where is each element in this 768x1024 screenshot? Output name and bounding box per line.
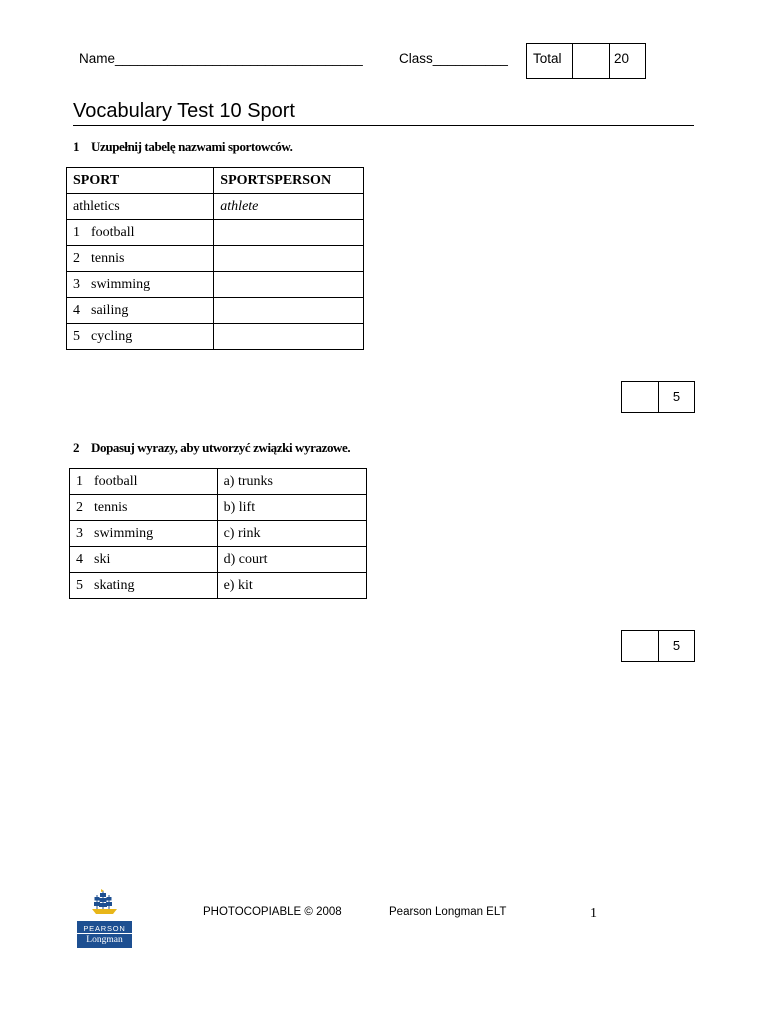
row-number: 4 (76, 551, 83, 567)
table-row (70, 573, 367, 599)
table-row (70, 547, 367, 573)
class-line: __________ (432, 51, 508, 66)
example-sportsperson: athlete (214, 194, 364, 220)
left-word: football (94, 473, 138, 489)
exercise-2-table (69, 468, 367, 599)
sport-name: football (91, 224, 135, 240)
logo-bottom-text: Longman (77, 933, 132, 948)
right-word: e) kit (217, 573, 366, 599)
table-row (67, 246, 364, 272)
left-word: tennis (94, 499, 128, 515)
answer-cell[interactable] (214, 324, 364, 350)
table-row (67, 324, 364, 350)
sport-name: cycling (91, 328, 133, 344)
row-number: 1 (76, 473, 83, 489)
sport-name: tennis (91, 250, 125, 266)
name-line: _________________________________ (115, 51, 363, 66)
row-number: 3 (73, 276, 80, 292)
row-number: 3 (76, 525, 83, 541)
row-number: 2 (73, 250, 80, 266)
left-word: swimming (94, 525, 154, 541)
ship-icon (77, 888, 132, 916)
logo-plate (77, 921, 132, 948)
exercise-1-text: Uzupełnij tabelę nazwami sportowców. (91, 139, 293, 154)
class-field (399, 51, 508, 66)
table-row (67, 272, 364, 298)
page-number: 1 (590, 906, 597, 921)
class-label: Class (399, 51, 433, 66)
table-header-row (67, 168, 364, 194)
title-rule (73, 125, 694, 126)
row-number: 5 (73, 328, 80, 344)
right-word: c) rink (217, 521, 366, 547)
exercise-1-instruction (73, 139, 293, 155)
row-number: 5 (76, 577, 83, 593)
right-word: a) trunks (217, 469, 366, 495)
answer-cell[interactable] (214, 220, 364, 246)
name-field (79, 51, 363, 66)
total-label: Total (527, 44, 573, 78)
exercise-1-table (66, 167, 364, 350)
exercise-2-score-box (621, 630, 695, 662)
header-sportsperson: SPORTSPERSON (214, 168, 364, 194)
photocopiable-notice: PHOTOCOPIABLE © 2008 (203, 906, 342, 918)
table-row (67, 220, 364, 246)
answer-cell[interactable] (214, 298, 364, 324)
example-sport: athletics (67, 194, 214, 220)
row-number: 1 (73, 224, 80, 240)
exercise-2-instruction (73, 440, 350, 456)
right-word: d) court (217, 547, 366, 573)
left-word: skating (94, 577, 135, 593)
pearson-longman-logo (77, 888, 132, 948)
page-title: Vocabulary Test 10 Sport (73, 100, 295, 122)
example-row (67, 194, 364, 220)
exercise-1-score-blank[interactable] (622, 382, 659, 412)
exercise-1-score-max: 5 (672, 389, 681, 404)
publisher-name: Pearson Longman ELT (389, 906, 507, 918)
sport-name: swimming (91, 276, 151, 292)
total-score-box (526, 43, 646, 79)
sport-name: sailing (91, 302, 129, 318)
table-row (70, 469, 367, 495)
exercise-1-score-box (621, 381, 695, 413)
table-row (70, 495, 367, 521)
exercise-2-score-max: 5 (672, 638, 681, 653)
exercise-1-number: 1 (73, 139, 80, 154)
left-word: ski (94, 551, 111, 567)
name-label: Name (79, 51, 116, 66)
total-max: 20 (614, 51, 630, 66)
logo-top-text: PEARSON (83, 924, 126, 933)
answer-cell[interactable] (214, 272, 364, 298)
row-number: 4 (73, 302, 80, 318)
row-number: 2 (76, 499, 83, 515)
total-score-blank (573, 44, 610, 78)
right-word: b) lift (217, 495, 366, 521)
exercise-2-number: 2 (73, 440, 80, 455)
exercise-2-score-blank[interactable] (622, 631, 659, 661)
table-row (67, 298, 364, 324)
exercise-2-text: Dopasuj wyrazy, aby utworzyć związki wyrazowe. (91, 440, 351, 455)
header-sport: SPORT (67, 168, 214, 194)
answer-cell[interactable] (214, 246, 364, 272)
table-row (70, 521, 367, 547)
